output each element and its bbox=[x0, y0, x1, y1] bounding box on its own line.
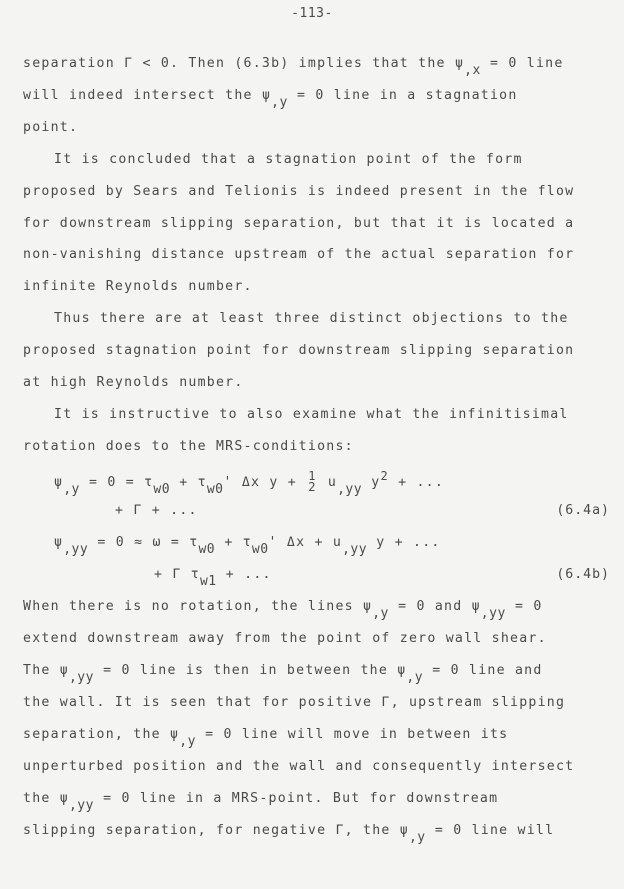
page-number: -113- bbox=[291, 6, 333, 21]
subscript: w0 bbox=[206, 482, 224, 497]
equation-6-4b-line1 bbox=[54, 535, 441, 557]
text-line: proposed stagnation point for downstream slipping separation bbox=[23, 343, 575, 358]
text-line: for downstream slipping separation, but that it is located a bbox=[23, 216, 575, 231]
psi-symbol: ψ bbox=[54, 535, 64, 550]
text-line bbox=[23, 663, 543, 685]
subscript: ,yy bbox=[342, 542, 368, 557]
text-line bbox=[23, 823, 555, 845]
equation-6-4b-line2 bbox=[154, 567, 272, 589]
text-span: + τ bbox=[215, 535, 252, 550]
text-line: unperturbed position and the wall and consequently intersect bbox=[23, 759, 575, 774]
subscript: w0 bbox=[251, 542, 269, 557]
subscript: w1 bbox=[199, 574, 217, 589]
subscript: ,yy bbox=[68, 670, 94, 685]
text-span: = 0 line in a stagnation bbox=[297, 88, 518, 103]
psi-symbol: ψ bbox=[363, 599, 373, 614]
psi-symbol: ψ bbox=[59, 791, 69, 806]
text-line: proposed by Sears and Telionis is indeed present in the flow bbox=[23, 184, 575, 199]
text-line: the wall. It is seen that for positive Γ, upstream slipping bbox=[23, 695, 566, 710]
fraction-numerator: 1 bbox=[308, 469, 317, 483]
text-span: ' Δx + u bbox=[268, 535, 343, 550]
psi-symbol: ψ bbox=[454, 56, 465, 71]
subscript: w0 bbox=[198, 542, 216, 557]
subscript: ,yy bbox=[337, 482, 363, 497]
psi-symbol: ψ bbox=[471, 599, 481, 614]
text-span: = 0 bbox=[480, 56, 527, 71]
text-span: = 0 line in a MRS-point. But for downstream bbox=[93, 791, 499, 806]
equation-6-4a-line2: + Γ + ... bbox=[115, 503, 198, 518]
subscript: ,x bbox=[464, 63, 481, 78]
text-line: rotation does to the MRS-conditions: bbox=[23, 439, 354, 454]
paragraph-start: Thus there are at least three distinct objections to the bbox=[54, 311, 569, 326]
text-span: = 0 line will bbox=[425, 823, 555, 838]
subscript: ,y bbox=[179, 734, 196, 749]
text-line: infinite Reynolds number. bbox=[23, 279, 253, 294]
text-span: line bbox=[526, 56, 564, 71]
psi-symbol: ψ bbox=[397, 663, 407, 678]
text-span: = 0 and bbox=[388, 599, 472, 614]
text-line bbox=[23, 88, 518, 110]
text-span: ' Δx y + bbox=[223, 475, 307, 490]
text-span: = 0 ≈ ω = τ bbox=[88, 535, 199, 550]
subscript: ,yy bbox=[68, 798, 94, 813]
subscript: ,yy bbox=[480, 606, 506, 621]
equation-label-6-4a: (6.4a) bbox=[556, 503, 610, 518]
psi-symbol: ψ bbox=[399, 823, 409, 838]
text-line: extend downstream away from the point of zero wall shear. bbox=[23, 631, 547, 646]
fraction bbox=[308, 471, 316, 493]
psi-symbol: ψ bbox=[59, 663, 69, 678]
subscript: ,y bbox=[408, 830, 426, 845]
text-line: point. bbox=[23, 120, 79, 135]
psi-symbol: ψ bbox=[170, 727, 180, 742]
text-span: y bbox=[362, 475, 381, 490]
text-span: = 0 line will move in between its bbox=[195, 727, 509, 742]
text-span: separation Γ < 0. Then (6.3b) implies that the bbox=[23, 56, 446, 71]
subscript: ,y bbox=[406, 670, 424, 685]
text-span: = 0 = τ bbox=[79, 475, 154, 490]
text-line bbox=[23, 791, 499, 813]
text-span: will indeed intersect the bbox=[23, 88, 253, 103]
subscript: ,y bbox=[372, 606, 389, 621]
subscript: ,y bbox=[271, 95, 288, 110]
fraction-denominator: 2 bbox=[308, 480, 317, 494]
text-line bbox=[23, 727, 509, 749]
text-span: separation, the bbox=[23, 727, 171, 742]
text-span: the bbox=[23, 791, 60, 806]
text-span: y + ... bbox=[367, 535, 441, 550]
psi-symbol: ψ bbox=[261, 88, 272, 103]
text-span: + Γ τ bbox=[154, 567, 200, 582]
text-line: at high Reynolds number. bbox=[23, 375, 244, 390]
equation-label-6-4b: (6.4b) bbox=[556, 567, 610, 582]
subscript: ,yy bbox=[63, 542, 89, 557]
text-line bbox=[23, 56, 564, 78]
text-span: The bbox=[23, 663, 60, 678]
text-span: = 0 bbox=[505, 599, 543, 614]
text-line: non-vanishing distance upstream of the actual separation for bbox=[23, 247, 575, 262]
superscript: 2 bbox=[380, 469, 389, 483]
subscript: ,y bbox=[63, 482, 80, 497]
text-span: u bbox=[318, 475, 338, 490]
text-span: slipping separation, for negative Γ, the bbox=[23, 823, 400, 838]
text-span: = 0 line and bbox=[423, 663, 543, 678]
paragraph-start: It is instructive to also examine what the infinitisimal bbox=[54, 407, 569, 422]
text-span: + τ bbox=[170, 475, 207, 490]
paragraph-start: It is concluded that a stagnation point of the form bbox=[54, 152, 523, 167]
text-span: = 0 line is then in between the bbox=[93, 663, 398, 678]
equation-6-4a-line1 bbox=[54, 469, 445, 497]
text-span: When there is no rotation, the lines bbox=[23, 599, 364, 614]
text-span: + ... bbox=[216, 567, 272, 582]
subscript: w0 bbox=[153, 482, 171, 497]
text-span: + ... bbox=[388, 475, 445, 490]
psi-symbol: ψ bbox=[54, 475, 64, 490]
text-line bbox=[23, 599, 543, 621]
